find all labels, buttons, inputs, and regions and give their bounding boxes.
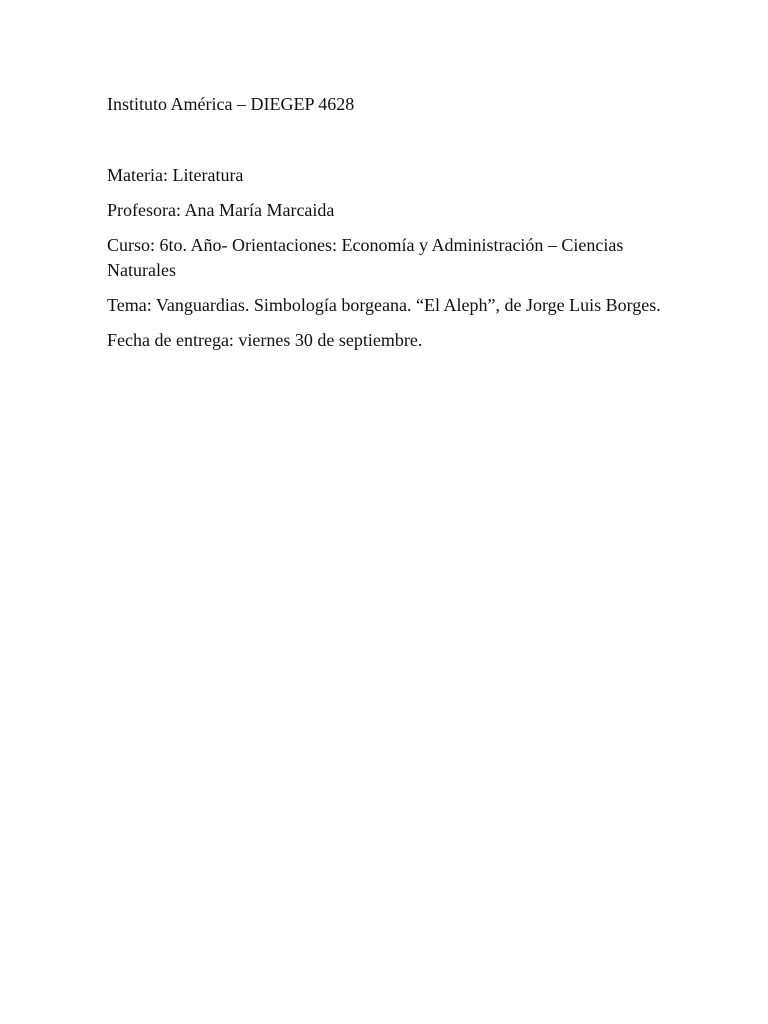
course-line: Curso: 6to. Año- Orientaciones: Economía y Administración – Ciencias Naturales <box>107 235 624 280</box>
institution-header: Instituto América – DIEGEP 4628 <box>107 94 355 114</box>
topic-line: Tema: Vanguardias. Simbología borgeana. “El Aleph”, de Jorge Luis Borges. <box>107 295 661 315</box>
due-date-line: Fecha de entrega: viernes 30 de septiembre. <box>107 330 423 350</box>
subject-line: Materia: Literatura <box>107 165 244 185</box>
teacher-line: Profesora: Ana María Marcaida <box>107 200 335 220</box>
document-body <box>107 92 667 363</box>
